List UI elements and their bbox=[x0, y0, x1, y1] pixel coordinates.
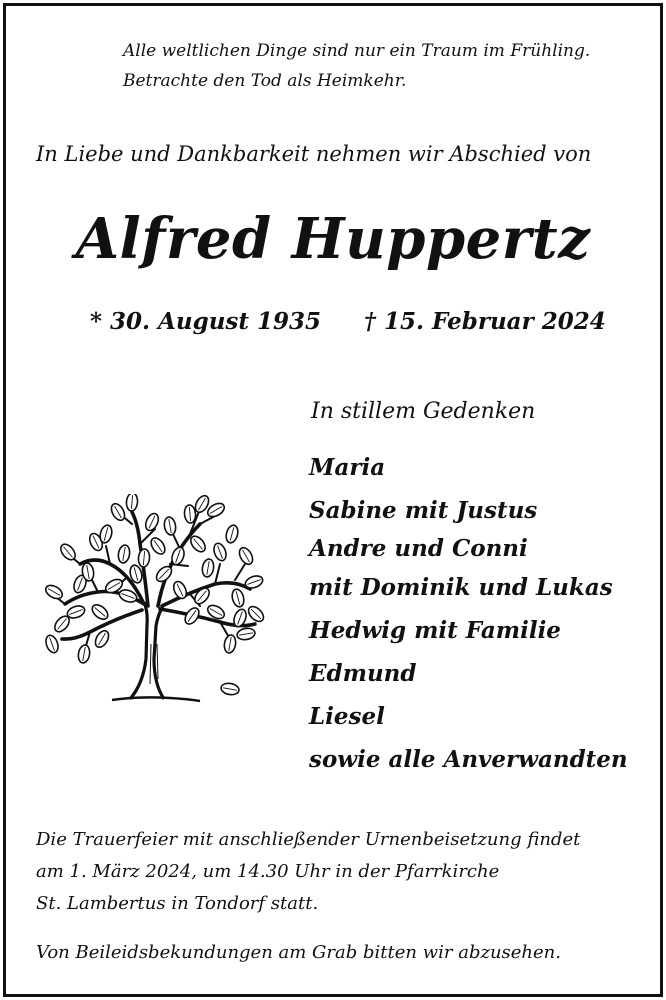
mourner-name: Maria bbox=[309, 454, 386, 481]
mourner-name: Liesel bbox=[309, 703, 385, 730]
ceremony-line-1: Die Trauerfeier mit anschließender Urnenbeisetzung findet bbox=[36, 829, 581, 850]
mourner-name: Sabine mit Justus bbox=[309, 497, 538, 524]
death-date: † 15. Februar 2024 bbox=[364, 308, 606, 335]
obituary-notice bbox=[3, 3, 663, 997]
mourner-name: mit Dominik und Lukas bbox=[309, 574, 613, 601]
birth-date: * 30. August 1935 bbox=[90, 308, 322, 335]
mourners-list bbox=[309, 446, 628, 781]
mourner-name: Hedwig mit Familie bbox=[309, 617, 561, 644]
mourner-name: Andre und Conni bbox=[309, 535, 528, 562]
quote-line-1: Alle weltlichen Dinge sind nur ein Traum im Frühling. bbox=[123, 41, 591, 61]
ceremony-line-2: am 1. März 2024, um 14.30 Uhr in der Pfarrkirche bbox=[36, 861, 500, 882]
ceremony-info bbox=[36, 824, 580, 920]
deceased-name: Alfred Huppertz bbox=[75, 206, 591, 272]
mourners-heading: In stillem Gedenken bbox=[311, 399, 536, 424]
ceremony-line-3: St. Lambertus in Tondorf statt. bbox=[36, 893, 319, 914]
tree-icon bbox=[40, 494, 270, 714]
mourner-name: Edmund bbox=[309, 660, 417, 687]
closing-note: Von Beileidsbekundungen am Grab bitten wir abzusehen. bbox=[36, 942, 561, 963]
opening-quote bbox=[123, 36, 590, 96]
mourner-name: sowie alle Anverwandten bbox=[309, 746, 628, 773]
intro-text: In Liebe und Dankbarkeit nehmen wir Abschied von bbox=[36, 142, 592, 166]
quote-line-2: Betrachte den Tod als Heimkehr. bbox=[123, 71, 407, 91]
